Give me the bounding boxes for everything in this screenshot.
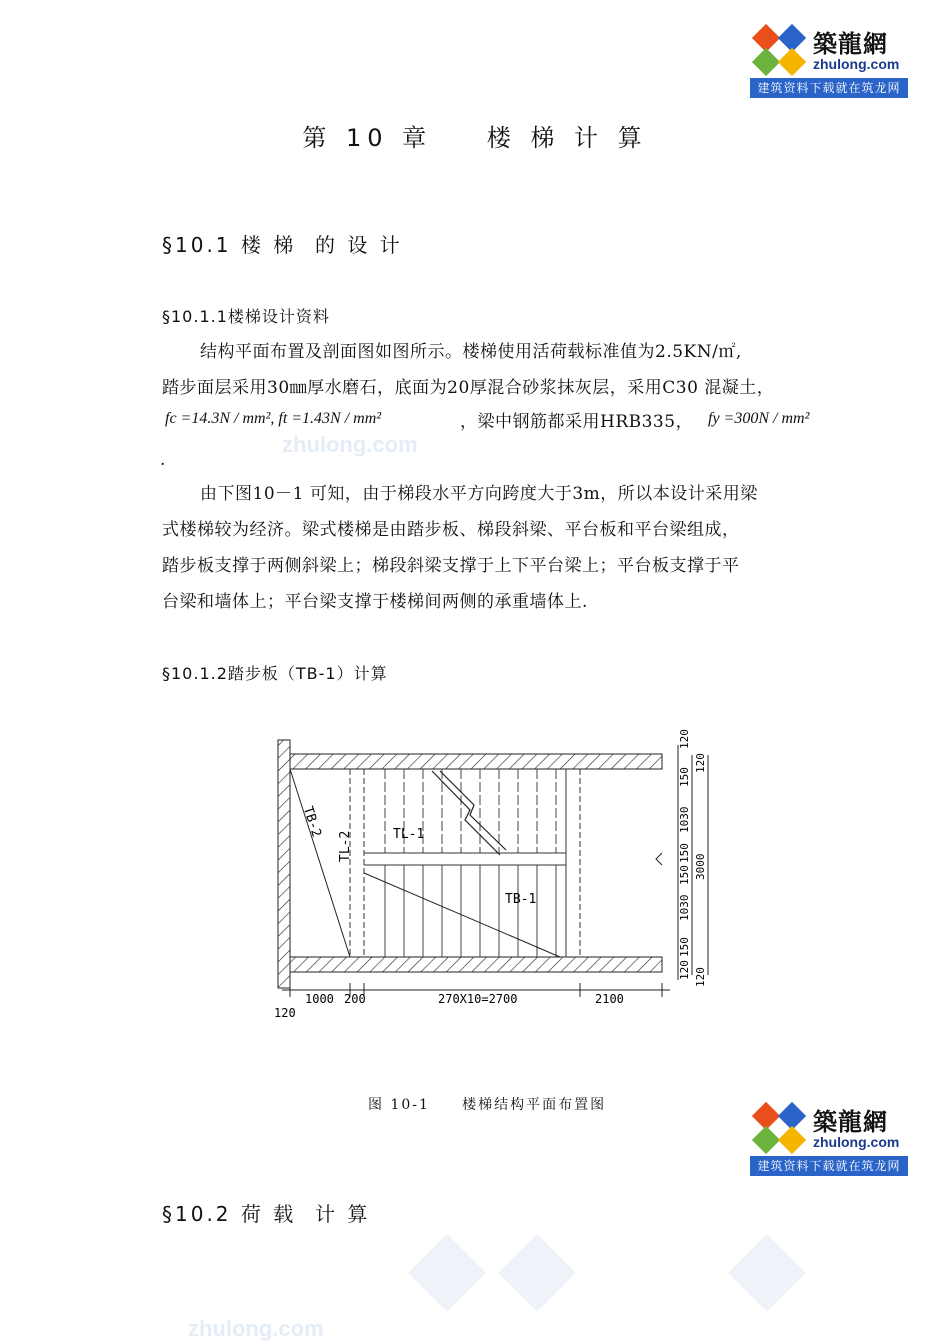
logo-slogan: 建筑资料下载就在筑龙网 [750, 1156, 908, 1176]
logo-domain: zhulong.com [813, 1134, 900, 1150]
label-tl1: TL-1 [393, 827, 425, 842]
watermark-text: zhulong.com [282, 432, 418, 457]
para2-line2: 式楼梯较为经济。梁式楼梯是由踏步板、梯段斜梁、平台板和平台梁组成， [162, 520, 740, 540]
zhulong-logo-top [750, 22, 908, 104]
stair-plan-figure [260, 725, 730, 1025]
dim-1000: 1000 [305, 992, 334, 1006]
dim-r-150c: 150 [678, 865, 691, 885]
logo-domain: zhulong.com [813, 56, 900, 72]
lower-flight-steps [385, 865, 556, 957]
section-10-2-heading: §10.2 荷 载 计 算 [162, 1202, 371, 1226]
formula-fy: fy =300N / mm² [708, 410, 810, 427]
dim-r-120a: 120 [678, 729, 691, 749]
dim-r-1030a: 1030 [678, 806, 691, 833]
dim-200: 200 [344, 992, 366, 1006]
dim-120-left: 120 [274, 1006, 296, 1020]
dim-r-150a: 150 [678, 767, 691, 787]
dim-2700: 270X10=2700 [438, 992, 518, 1006]
section-10-1-heading: §10.1 楼 梯 的 设 计 [162, 233, 403, 257]
subsection-10-1-1-heading: §10.1.1楼梯设计资料 [162, 307, 330, 326]
zhulong-logo-mid [750, 1100, 908, 1182]
logo-diamond-icon [752, 24, 810, 78]
watermark-text-bottom: zhulong.com [188, 1316, 324, 1341]
chapter-title: 第 10 章 楼 梯 计 算 [302, 124, 648, 152]
dim-r-1030b: 1030 [678, 894, 691, 921]
para2-line4: 台梁和墙体上；平台梁支撑于楼梯间两侧的承重墙体上. [162, 592, 588, 612]
logo-name: 築龍網 [813, 30, 888, 58]
logo-name: 築龍網 [813, 1108, 888, 1136]
tb2-diagonal [290, 769, 350, 957]
para1-line2: 踏步面层采用30㎜厚水磨石，底面为20厚混合砂浆抹灰层，采用C30 混凝土， [162, 378, 775, 398]
dim-r-total: 3000 [694, 853, 707, 880]
bottom-wall [290, 957, 662, 972]
label-tb2: TB-2 [299, 804, 324, 840]
left-wall [278, 740, 290, 988]
logo-slogan: 建筑资料下载就在筑龙网 [750, 78, 908, 98]
dim-r-120b: 120 [678, 960, 691, 980]
dim-r-120c: 120 [694, 967, 707, 987]
para2-line3: 踏步板支撑于两侧斜梁上；梯段斜梁支撑于上下平台梁上；平台板支撑于平 [162, 556, 740, 576]
para1-end: . [160, 450, 166, 470]
figure-caption: 图 10-1 楼梯结构平面布置图 [368, 1097, 607, 1113]
para1-mid: ，梁中钢筋都采用HRB335， [460, 412, 694, 432]
subsection-10-1-2-heading: §10.1.2踏步板（TB-1）计算 [162, 664, 388, 683]
formula-fc-ft: fc =14.3N / mm², ft =1.43N / mm² [165, 410, 382, 427]
label-tb1: TB-1 [505, 892, 537, 907]
para1-line1: 结构平面布置及剖面图如图所示。楼梯使用活荷载标准值为2.5KN/㎡, [200, 342, 742, 362]
label-tl2: TL-2 [338, 830, 353, 862]
dim-r-150d: 150 [678, 937, 691, 957]
dim-2100: 2100 [595, 992, 624, 1006]
dim-r-120d: 120 [694, 753, 707, 773]
para2-line1: 由下图10－1 可知，由于梯段水平方向跨度大于3m，所以本设计采用梁 [200, 484, 758, 504]
tb1-diagonal [364, 873, 560, 957]
dim-r-150b: 150 [678, 843, 691, 863]
logo-diamond-icon [752, 1102, 810, 1156]
top-wall [290, 754, 662, 769]
